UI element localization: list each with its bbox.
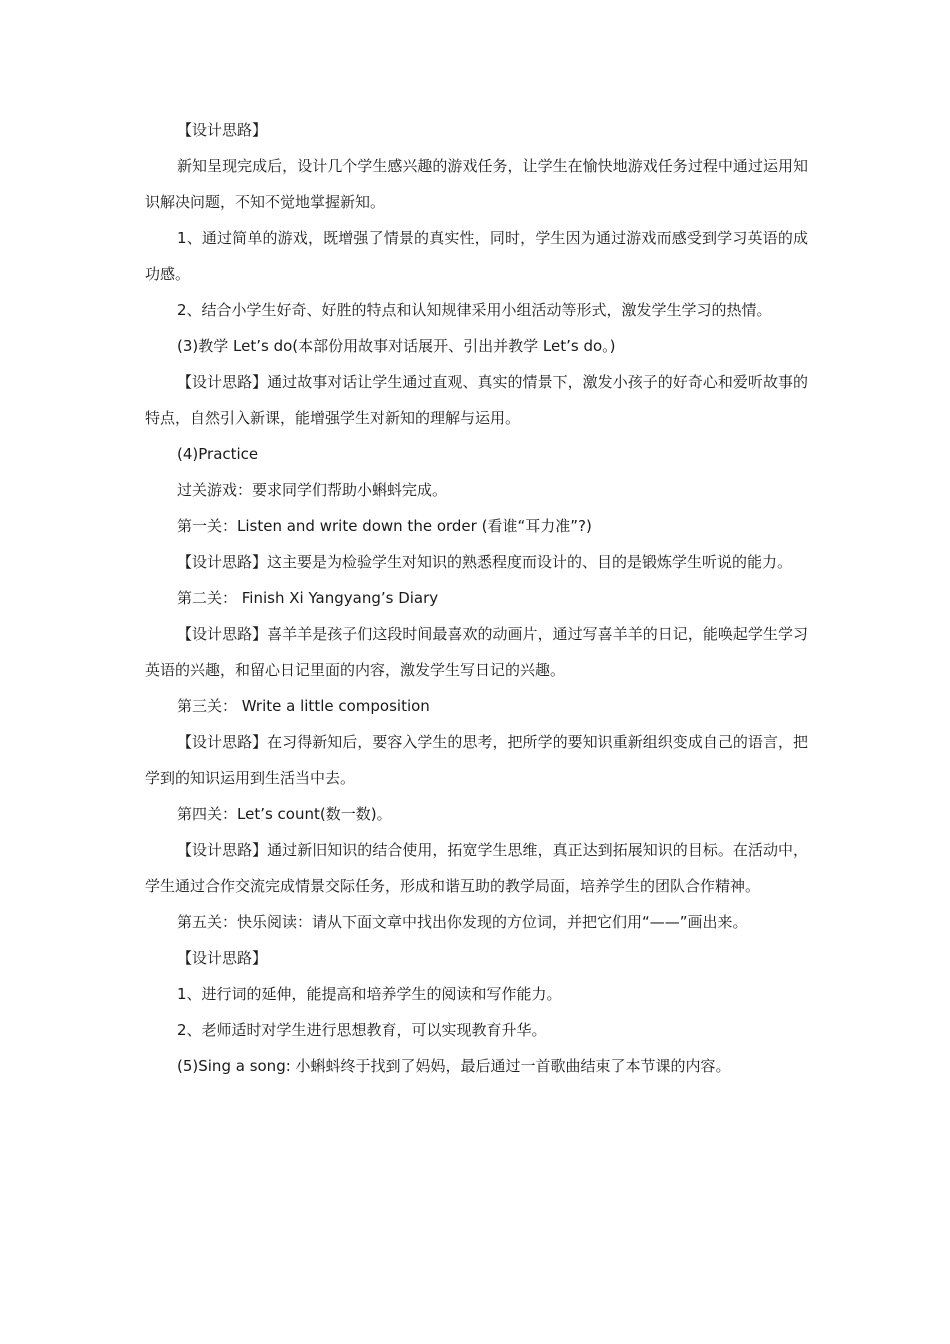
paragraph: 【设计思路】在习得新知后，要容入学生的思考，把所学的要知识重新组织变成自己的语言，把学到的知识运用到生活当中去。 bbox=[145, 733, 808, 787]
paragraph: 第二关： Finish Xi Yangyang’s Diary bbox=[177, 589, 439, 607]
paragraph: 【设计思路】喜羊羊是孩子们这段时间最喜欢的动画片，通过写喜羊羊的日记，能唤起学生学习英语的兴趣，和留心日记里面的内容，激发学生写日记的兴趣。 bbox=[145, 625, 808, 679]
paragraph: 新知呈现完成后，设计几个学生感兴趣的游戏任务，让学生在愉快地游戏任务过程中通过运用知识解决问题，不知不觉地掌握新知。 bbox=[145, 157, 808, 211]
section-heading: 【设计思路】 bbox=[177, 949, 268, 967]
paragraph: 第三关： Write a little composition bbox=[177, 697, 430, 715]
paragraph: 1、通过简单的游戏，既增强了情景的真实性，同时，学生因为通过游戏而感受到学习英语的成功感。 bbox=[145, 229, 808, 283]
paragraph: (5)Sing a song: 小蝌蚪终于找到了妈妈，最后通过一首歌曲结束了本节课的内容。 bbox=[177, 1057, 731, 1075]
paragraph: (4)Practice bbox=[177, 445, 259, 463]
section-heading: 【设计思路】 bbox=[177, 121, 268, 139]
document-body bbox=[145, 112, 808, 1084]
paragraph: 第四关：Let’s count(数一数)。 bbox=[177, 805, 392, 823]
paragraph: 1、进行词的延伸，能提高和培养学生的阅读和写作能力。 bbox=[177, 985, 562, 1003]
paragraph: 第五关：快乐阅读：请从下面文章中找出你发现的方位词，并把它们用“——”画出来。 bbox=[177, 913, 748, 931]
paragraph: 2、老师适时对学生进行思想教育，可以实现教育升华。 bbox=[177, 1021, 547, 1039]
paragraph: 过关游戏：要求同学们帮助小蝌蚪完成。 bbox=[177, 481, 448, 499]
paragraph: 第一关：Listen and write down the order (看谁“耳力准”?) bbox=[177, 517, 592, 535]
paragraph: 2、结合小学生好奇、好胜的特点和认知规律采用小组活动等形式，激发学生学习的热情。 bbox=[177, 301, 772, 319]
paragraph: 【设计思路】通过故事对话让学生通过直观、真实的情景下，激发小孩子的好奇心和爱听故事的特点，自然引入新课，能增强学生对新知的理解与运用。 bbox=[145, 373, 808, 427]
paragraph: 【设计思路】这主要是为检验学生对知识的熟悉程度而设计的、目的是锻炼学生听说的能力。 bbox=[177, 553, 793, 571]
paragraph: (3)教学 Let’s do(本部份用故事对话展开、引出并教学 Let’s do。) bbox=[177, 337, 616, 355]
paragraph: 【设计思路】通过新旧知识的结合使用，拓宽学生思维，真正达到拓展知识的目标。在活动中，学生通过合作交流完成情景交际任务，形成和谐互助的教学局面，培养学生的团队合作精神。 bbox=[145, 841, 808, 895]
